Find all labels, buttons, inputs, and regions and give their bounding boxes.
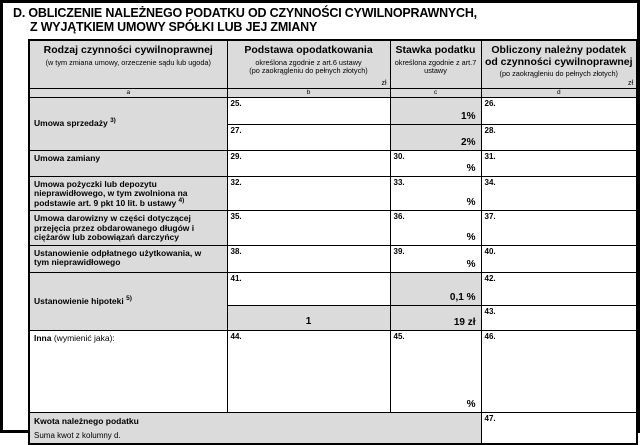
field-number: 44. [230, 331, 242, 341]
rate-field-45[interactable] [390, 330, 481, 412]
base-field-38[interactable] [227, 245, 390, 272]
row-label-kwota-podatku [29, 412, 481, 444]
field-number: 26. [484, 98, 496, 108]
rate-cell-01pct [390, 272, 481, 305]
rate-field-33[interactable] [390, 176, 481, 211]
percent-sign: % [466, 197, 476, 208]
field-number: 33. [393, 177, 405, 187]
column-header-podatek [481, 40, 637, 88]
percent-sign: % [466, 398, 476, 410]
tax-field-26[interactable] [481, 97, 637, 124]
row-label-text: Ustanowienie odpłatnego użytkowania, w tym nieprawidłowego [34, 247, 202, 267]
rate-value: 19 zł [453, 316, 476, 328]
tax-field-47[interactable] [481, 412, 637, 444]
field-number: 31. [484, 151, 496, 161]
row-label-uzytkowanie [29, 245, 227, 272]
field-number: 45. [393, 331, 405, 341]
field-number: 38. [230, 246, 242, 256]
rate-value: 2% [461, 136, 476, 148]
row-label-text: Inna [34, 332, 52, 343]
rate-field-39[interactable] [390, 245, 481, 272]
column-subtitle: określona zgodnie z art.7 [394, 57, 477, 67]
tax-field-42[interactable] [481, 272, 637, 305]
rate-value: 1% [461, 110, 476, 122]
section-title [13, 6, 477, 34]
base-field-27[interactable] [227, 124, 390, 150]
field-number: 47. [484, 413, 496, 423]
row-label-umowa-zamiany [29, 150, 227, 176]
field-number: 43. [484, 306, 496, 316]
column-letter-d: d [481, 88, 637, 97]
column-header-podstawa [227, 40, 390, 88]
field-number: 29. [230, 151, 242, 161]
field-number: 42. [484, 273, 496, 283]
field-number: 32. [230, 177, 242, 187]
column-subtitle: określona zgodnie z art.6 ustawy [255, 57, 362, 67]
field-number: 30. [393, 151, 405, 161]
column-header-rodzaj [29, 40, 227, 88]
base-field-35[interactable] [227, 211, 390, 246]
field-number: 41. [230, 273, 242, 283]
column-subtitle: (w tym zmiana umowy, orzeczenie sądu lub ugoda) [45, 57, 211, 67]
column-title: Stawka podatku [395, 44, 476, 56]
tax-field-37[interactable] [481, 211, 637, 246]
footnote-ref: 4) [178, 196, 185, 204]
rate-field-36[interactable] [390, 211, 481, 246]
rate-value: 0,1 % [449, 291, 476, 303]
field-number: 40. [484, 246, 496, 256]
row-label-umowa-darowizny [29, 211, 227, 246]
row-label-text: Umowa zamiany [34, 152, 101, 163]
row-label-hint: (wymienić jaka): [51, 332, 115, 343]
footnote-ref: 5) [126, 294, 132, 302]
field-number: 46. [484, 331, 496, 341]
tax-field-34[interactable] [481, 176, 637, 211]
rate-cell-2pct [390, 124, 481, 150]
base-cell-hipoteka-fixed [227, 305, 390, 330]
column-title: Podstawa opodatkowania [244, 44, 373, 56]
field-number: 34. [484, 177, 496, 187]
section-d-table [28, 39, 638, 445]
rate-cell-19zl [390, 305, 481, 330]
percent-sign: % [466, 162, 476, 174]
column-subtitle: (po zaokrągleniu do pełnych złotych) [499, 69, 618, 78]
percent-sign: % [466, 258, 476, 270]
column-letter-a: a [29, 88, 227, 97]
base-field-41[interactable] [227, 272, 390, 305]
field-number: 35. [230, 212, 242, 221]
field-number: 36. [393, 212, 405, 221]
row-label-text: Umowa pożyczki lub depozytu nieprawidłowego, w tym zwolniona na podstawie art. 9 pkt 10 lit. b ustawy [34, 178, 188, 208]
field-number: 25. [230, 98, 242, 108]
row-label-text: Umowa darowizny w części dotyczącej przejęcia przez obdarowanego długów i ciężarów lub zobowiązań darczyńcy [34, 213, 195, 242]
field-number: 39. [393, 246, 405, 256]
footnote-ref: 3) [110, 117, 116, 125]
footer-sublabel-text: Suma kwot z kolumny d. [34, 431, 121, 440]
row-label-inna[interactable] [29, 330, 227, 412]
column-letter-c: c [390, 88, 481, 97]
tax-field-28[interactable] [481, 124, 637, 150]
section-title-line2: Z WYJĄTKIEM UMOWY SPÓŁKI LUB JEJ ZMIANY [30, 20, 318, 34]
tax-field-31[interactable] [481, 150, 637, 176]
rate-cell-1pct [390, 97, 481, 124]
section-title-line1: D. OBLICZENIE NALEŻNEGO PODATKU OD CZYNNOŚCI CYWILNOPRAWNYCH, [13, 6, 477, 20]
field-number: 37. [484, 212, 496, 221]
base-field-32[interactable] [227, 176, 390, 211]
column-title: Rodzaj czynności cywilnoprawnej [43, 44, 213, 56]
rate-field-30[interactable] [390, 150, 481, 176]
base-field-29[interactable] [227, 150, 390, 176]
column-letter-b: b [227, 88, 390, 97]
tax-field-43[interactable] [481, 305, 637, 330]
unit-zl: zł [381, 79, 387, 87]
row-label-text: Ustanowienie hipoteki [34, 295, 127, 306]
unit-zl: zł [627, 79, 633, 87]
base-value: 1 [305, 315, 312, 327]
column-subtitle2: (po zaokrągleniu do pełnych złotych) [249, 66, 368, 75]
column-subtitle2: ustawy [424, 66, 447, 75]
base-field-25[interactable] [227, 97, 390, 124]
row-label-umowa-sprzedazy [29, 97, 227, 150]
percent-sign: % [466, 231, 476, 243]
footer-label-text: Kwota należnego podatku [34, 415, 139, 426]
tax-field-40[interactable] [481, 245, 637, 272]
row-label-umowa-pozyczki [29, 176, 227, 211]
column-title: Obliczony należny podatek od czynności cywilnoprawnej [484, 44, 633, 68]
column-header-stawka [390, 40, 481, 88]
base-field-44[interactable] [227, 330, 390, 412]
row-label-hipoteka [29, 272, 227, 330]
field-number: 27. [230, 125, 242, 135]
field-number: 28. [484, 125, 496, 135]
tax-field-46[interactable] [481, 330, 637, 412]
row-label-text: Umowa sprzedaży [34, 118, 111, 129]
